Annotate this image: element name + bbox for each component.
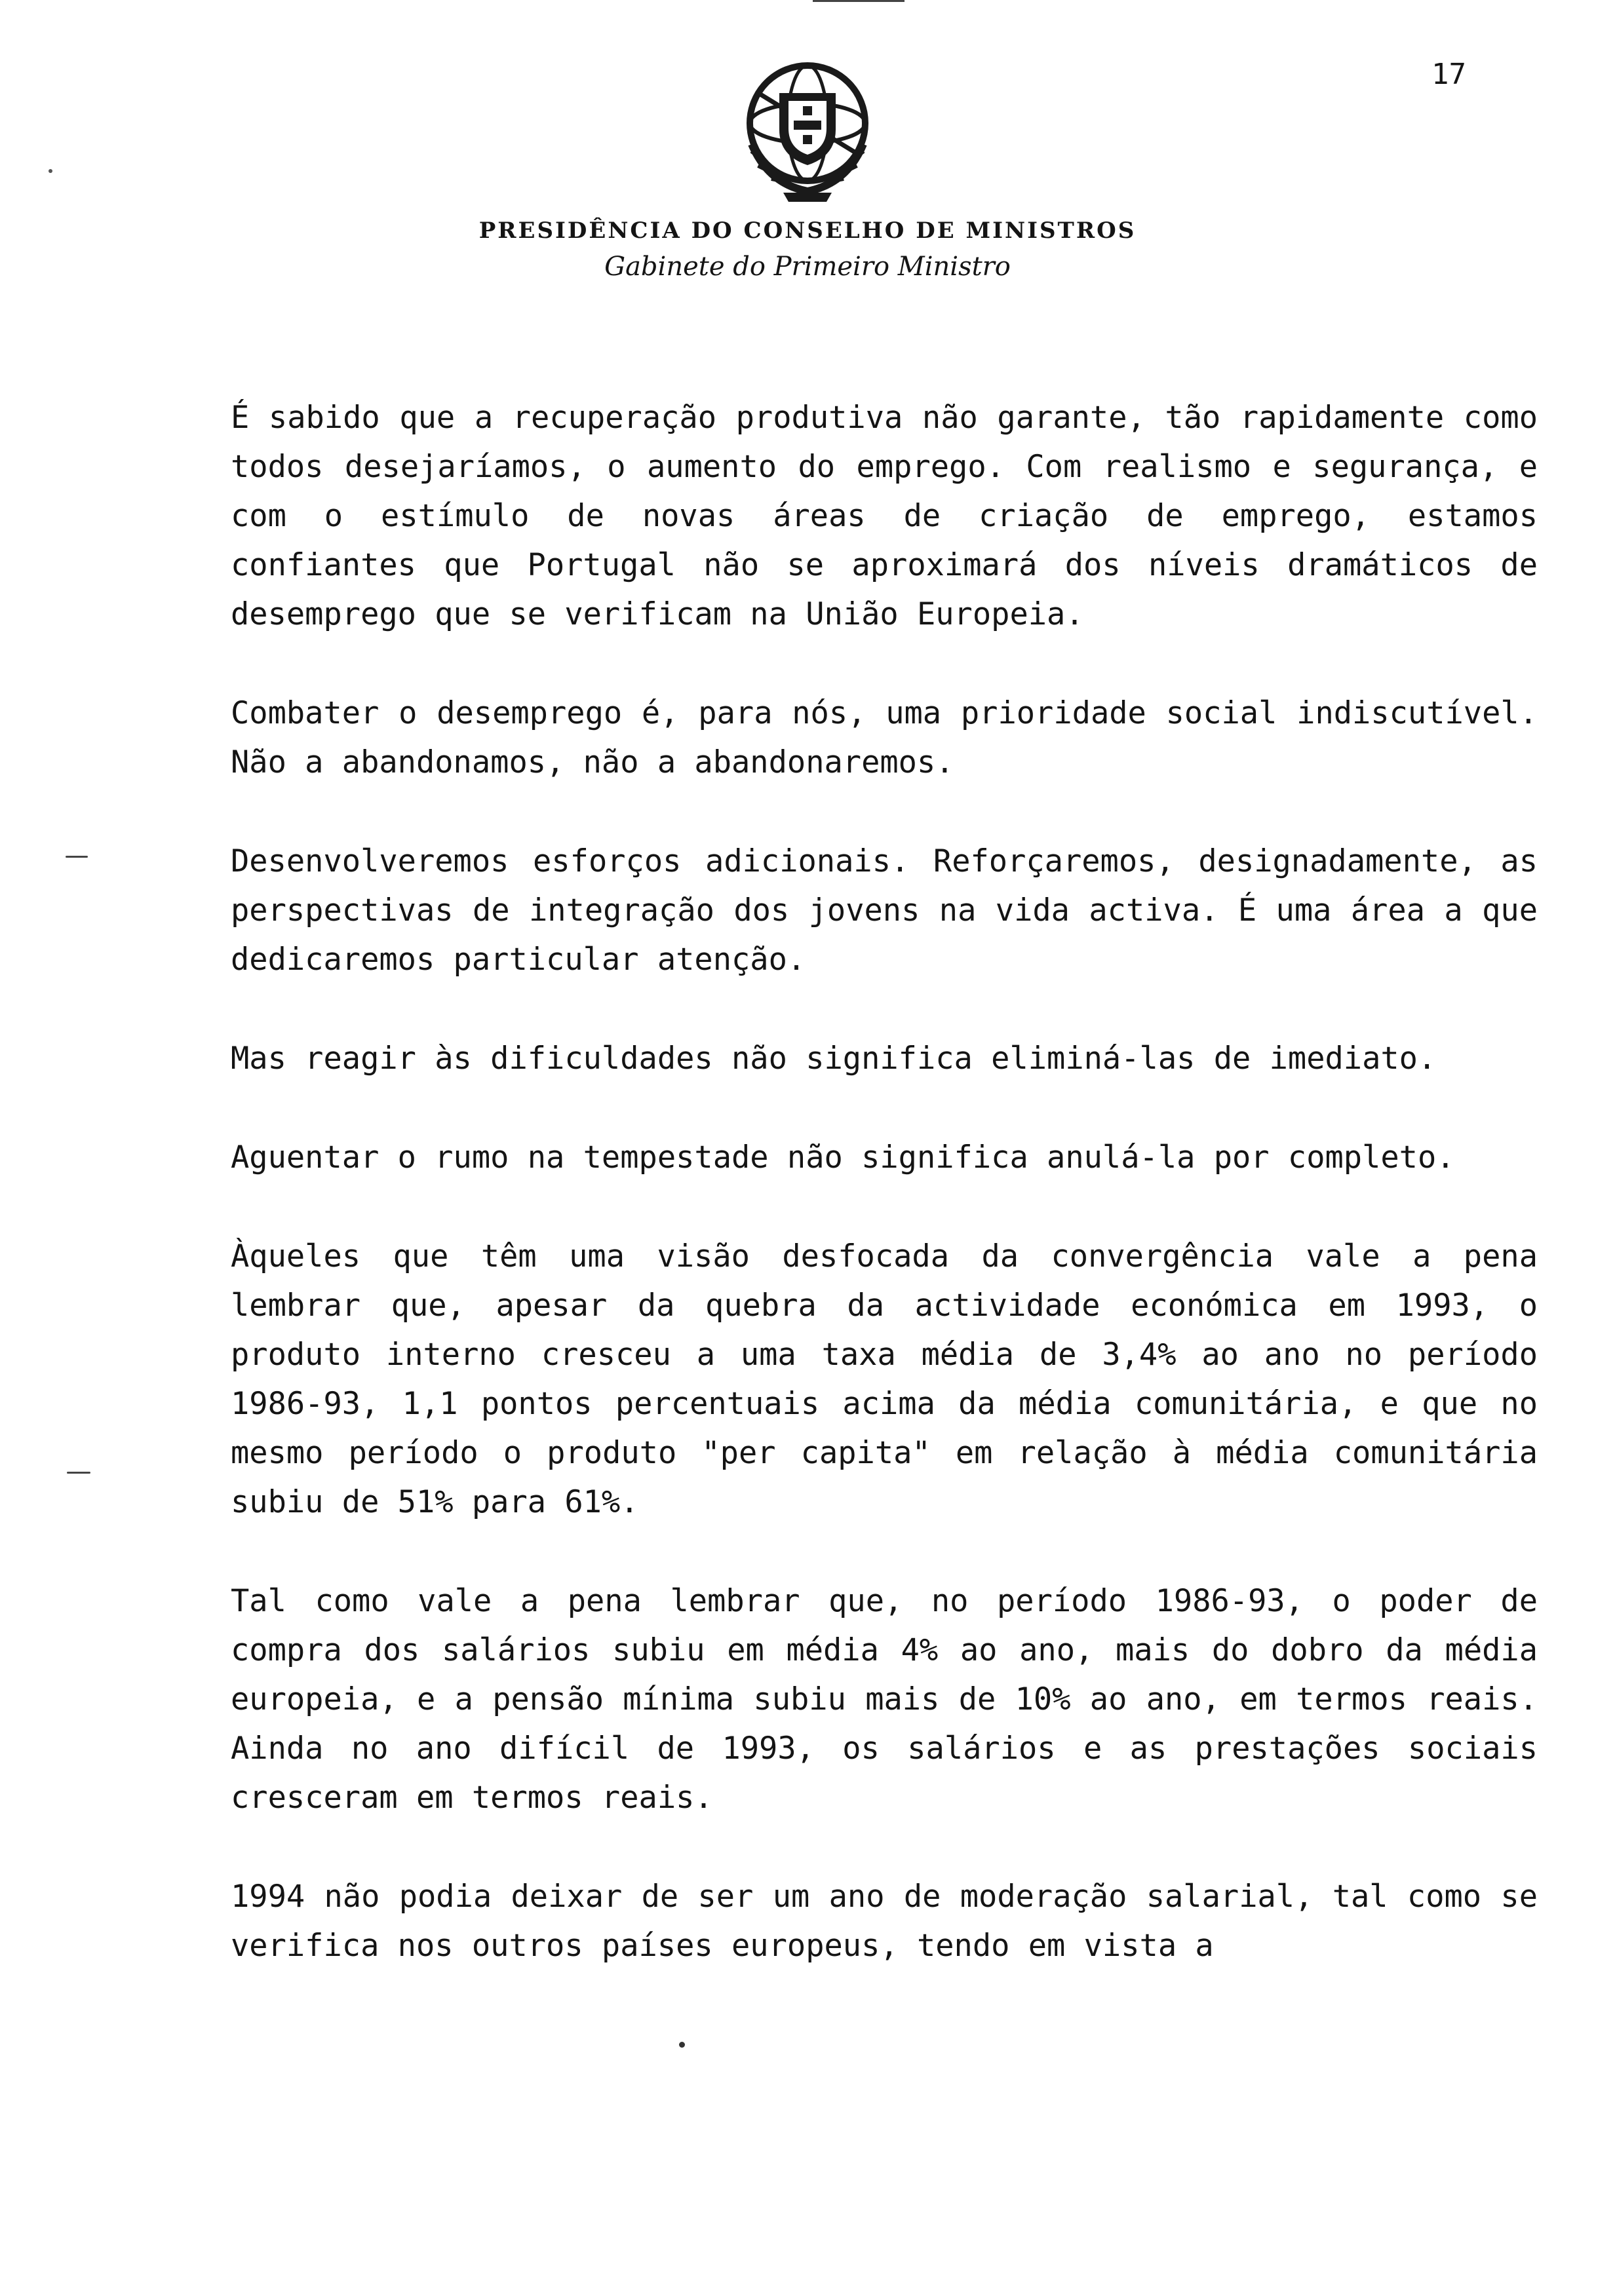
scan-mark (813, 0, 905, 2)
office-name: Gabinete do Primeiro Ministro (604, 252, 1011, 282)
scan-mark (679, 2042, 685, 2048)
paragraph: Desenvolveremos esforços adicionais. Reforçaremos, designadamente, as perspectivas de integração dos jovens na vida activa. É uma área a que dedicaremos particular atenção. (231, 843, 1538, 978)
paragraph: Aguentar o rumo na tempestade não significa anulá-la por completo. (231, 1139, 1455, 1176)
institution-name: PRESIDÊNCIA DO CONSELHO DE MINISTROS (478, 218, 1137, 244)
document-body (231, 393, 1538, 1970)
scan-mark (49, 169, 52, 173)
letterhead (0, 52, 1615, 282)
scan-mark (67, 1472, 90, 1474)
paragraph: Mas reagir às dificuldades não significa eliminá-las de imediato. (231, 1041, 1437, 1077)
paragraph: É sabido que a recuperação produtiva não garante, tão rapidamente como todos desejaríamos, o aumento do emprego. Com realismo e segurança, e com o estímulo de novas áreas de criação de emprego, estamos confiantes que Portugal não se aproximará dos níveis dramáticos de desemprego que se verificam na União Europeia. (231, 400, 1538, 632)
scan-mark (66, 856, 88, 858)
paragraph: Tal como vale a pena lembrar que, no período 1986-93, o poder de compra dos salários subiu em média 4% ao ano, mais do dobro da média europeia, e a pensão mínima subiu mais de 10% ao ano, em termos reais. Ainda no ano difícil de 1993, os salários e as prestações sociais cresceram em termos reais. (231, 1583, 1538, 1816)
portuguese-coat-of-arms-icon (732, 52, 883, 203)
page-number: 17 (1431, 58, 1466, 91)
paragraph: 1994 não podia deixar de ser um ano de moderação salarial, tal como se verifica nos outros países europeus, tendo em vista a (231, 1879, 1538, 1964)
paragraph: Combater o desemprego é, para nós, uma prioridade social indiscutível. Não a abandonamos, não a abandonaremos. (231, 695, 1538, 780)
paragraph: Àqueles que têm uma visão desfocada da convergência vale a pena lembrar que, apesar da quebra da actividade económica em 1993, o produto interno cresceu a uma taxa média de 3,4% ao ano no período 1986-93, 1,1 pontos percentuais acima da média comunitária, e que no mesmo período o produto "per capita" em relação à média comunitária subiu de 51% para 61%. (231, 1238, 1538, 1520)
